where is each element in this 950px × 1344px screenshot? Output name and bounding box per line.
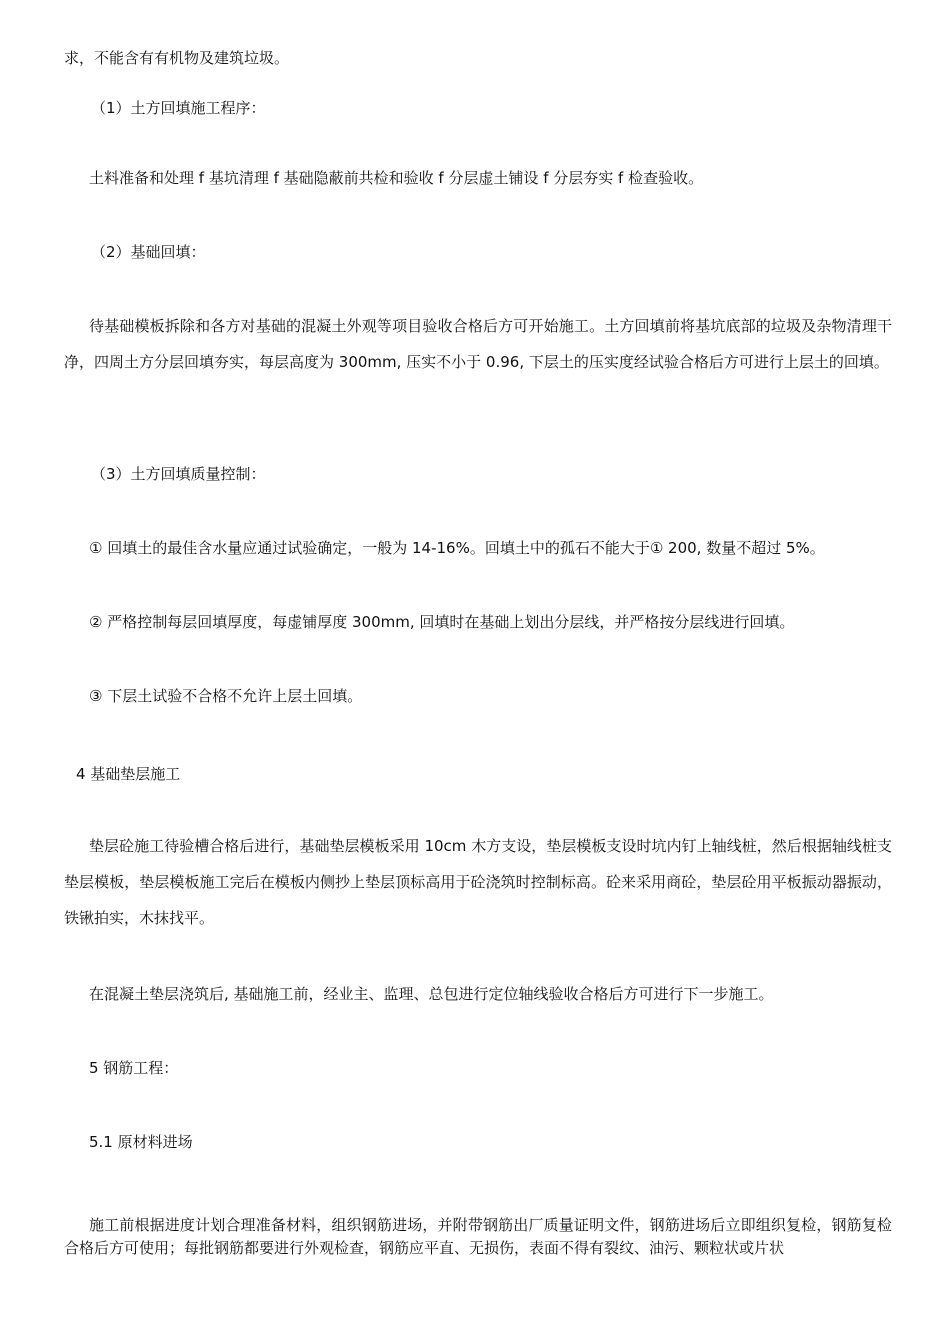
list-item-moisture-content: ① 回填土的最佳含水量应通过试验确定，一般为 14-16%。回填土中的孤石不能大于① 200, 数量不超过 5%。 — [89, 539, 825, 557]
heading-rebar-works: 5 钢筋工程： — [89, 1059, 179, 1077]
paragraph-axis-acceptance: 在混凝土垫层浇筑后, 基础施工前，经业主、监理、总包进行定位轴线验收合格后方可进行下一步施工。 — [89, 985, 774, 1003]
list-item-layer-thickness: ② 严格控制每层回填厚度，每虚铺厚度 300mm, 回填时在基础上划出分层线，并严格按分层线进行回填。 — [89, 613, 795, 631]
heading-backfill-procedure: （1）土方回填施工程序： — [91, 99, 266, 117]
paragraph-cushion-construction: 垫层砼施工待验槽合格后进行，基础垫层模板采用 10cm 木方支设，垫层模板支设时坑内钉上轴线桩，然后根据轴线桩支垫层模板，垫层模板施工完后在模板内侧抄上垫层顶标高用于砼浇筑时控制标高。砼来采用商砼，垫层砼用平板振动器振动，铁锹拍实，木抹找平。 — [64, 837, 892, 927]
paragraph-backfill-procedure: 土料准备和处理 f 基坑清理 f 基础隐蔽前共检和验收 f 分层虚土铺设 f 分层夯实 f 检查验收。 — [89, 169, 704, 187]
paragraph-raw-material-entry: 施工前根据进度计划合理准备材料，组织钢筋进场，并附带钢筋出厂质量证明文件，钢筋进场后立即组织复检，钢筋复检合格后方可使用；每批钢筋都要进行外观检查，钢筋应平直、无损伤，表面不得有裂纹、油污、颗粒状或片状 — [64, 1216, 892, 1257]
paragraph-continuation: 求，不能含有有机物及建筑垃圾。 — [64, 49, 290, 67]
heading-backfill-quality-control: （3）土方回填质量控制： — [91, 465, 266, 483]
heading-raw-material-entry: 5.1 原材料进场 — [89, 1133, 193, 1151]
paragraph-foundation-backfill: 待基础模板拆除和各方对基础的混凝土外观等项目验收合格后方可开始施工。土方回填前将基坑底部的垃圾及杂物清理干净，四周土方分层回填夯实，每层高度为 300mm, 压实不小于 0.96, 下层土的压实度经试验合格后方可进行上层土的回填。 — [64, 317, 892, 371]
heading-cushion-construction: 4 基础垫层施工 — [76, 765, 181, 783]
list-item-lower-layer-test: ③ 下层土试验不合格不允许上层土回填。 — [89, 687, 363, 705]
heading-foundation-backfill: （2）基础回填： — [91, 243, 206, 261]
